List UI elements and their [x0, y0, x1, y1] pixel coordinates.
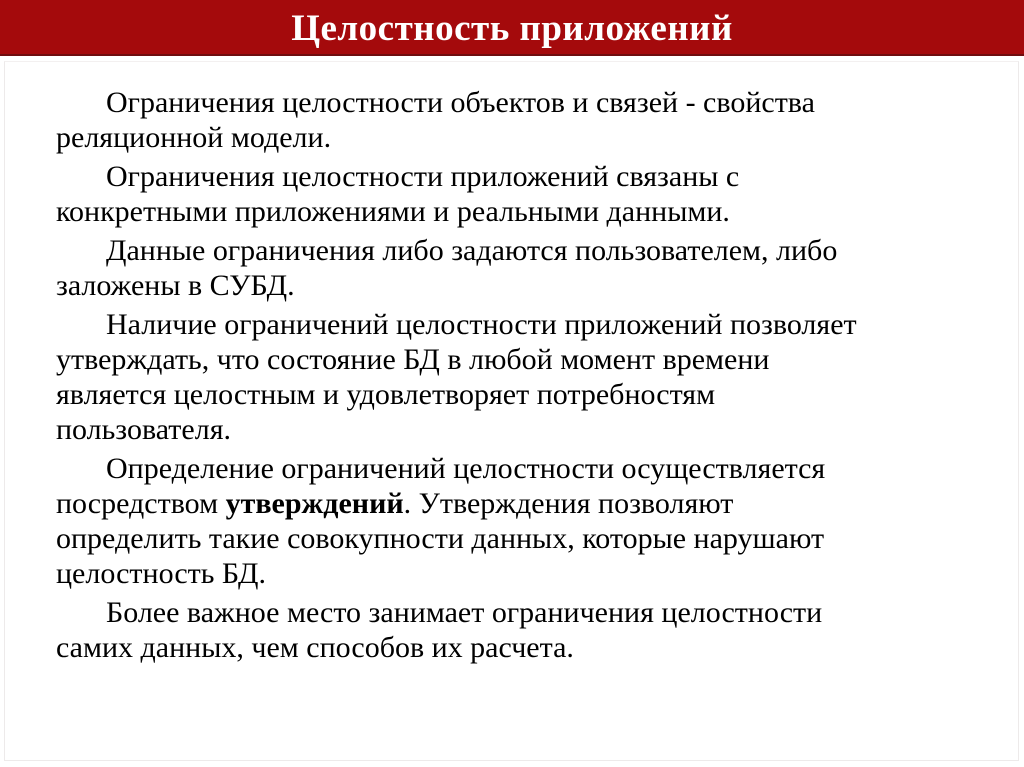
slide-body: [4, 61, 1019, 761]
paragraph: [56, 233, 881, 303]
paragraph: [56, 451, 881, 591]
title-bar: [0, 0, 1024, 56]
text-segment: Данные ограничения либо задаются пользователем, либо заложены в СУБД.: [56, 234, 838, 302]
paragraph: [56, 159, 881, 229]
text-segment: . Утверждения позволяют определить такие совокупности данных, которые нарушают целостность БД.: [56, 487, 825, 590]
text-segment: Более важное место занимает ограничения целостности самих данных, чем способов их расчета.: [56, 596, 823, 664]
slide-title: Целостность приложений: [291, 7, 733, 49]
text-segment: Ограничения целостности объектов и связей - свойства реляционной модели.: [56, 86, 815, 154]
paragraph: [56, 85, 881, 155]
text-segment: утверждений: [225, 487, 404, 520]
text-segment: Ограничения целостности приложений связаны с конкретными приложениями и реальными данными.: [56, 160, 740, 228]
paragraph: [56, 595, 881, 665]
text-segment: Определение ограничений целостности осуществляется посредством: [56, 452, 826, 520]
text-segment: Наличие ограничений целостности приложений позволяет утверждать, что состояние БД в любой момент времени является целостным и удовлетворяет потребностям пользователя.: [56, 308, 857, 446]
paragraph: [56, 307, 881, 447]
